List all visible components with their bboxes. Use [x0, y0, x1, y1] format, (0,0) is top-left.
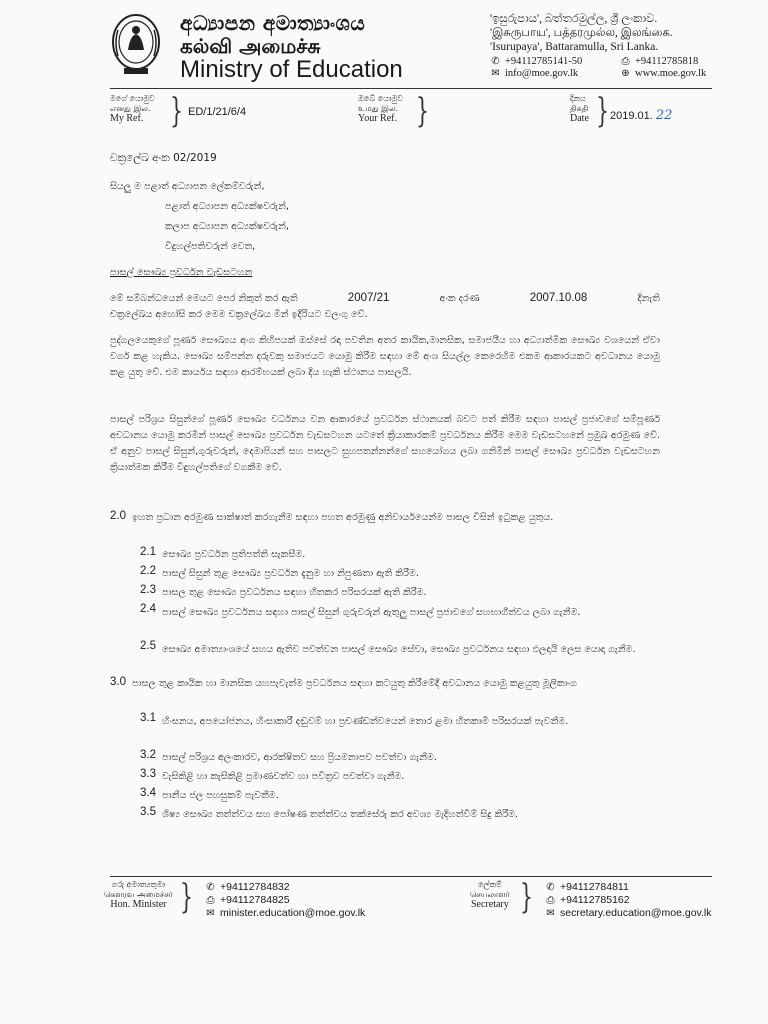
fax-icon: ⎙: [621, 56, 630, 67]
ministry-name-sinhala: අධ්‍යාපන අමාත්‍යාංශය: [180, 11, 366, 35]
fax-icon: ⎙: [206, 895, 215, 906]
my-ref-brace: }: [170, 91, 183, 131]
section-2-intro: ඉහත ප්‍රධාන අරමුණ සාක්ෂාත් කරගැනීම සඳහා පහත අරමුණු අනිවාර්යයෙන්ම පාසල විසින් ඉටුකළ යුතුය.: [132, 512, 554, 523]
header-email[interactable]: ✉ info@moe.gov.lk: [491, 68, 579, 79]
minister-label: ගරු අමාත්‍යතුමා கௌரவ அமைச்சர் Hon. Minister: [104, 880, 173, 910]
minister-brace: }: [180, 877, 193, 917]
secretary-label: ලේකම් செயலாளர் Secretary: [470, 880, 510, 910]
phone-icon: ✆: [546, 882, 555, 893]
my-ref-label: මගේ යොමුව எனது இல. My Ref.: [110, 94, 155, 124]
emblem-icon: [110, 12, 162, 78]
section-2-list: [140, 546, 660, 677]
addressee-2: පළාත් අධ්‍යාපන අධ්‍යක්ෂවරුන්,: [165, 201, 289, 212]
list-item: 3.4 පානීය ජල පහසුකම් පැවතීම.: [140, 787, 279, 801]
email-icon: ✉: [546, 908, 555, 919]
globe-icon: ⊕: [621, 68, 630, 79]
circular-number: චක්‍රලේඛ අංක 02/2019: [110, 152, 217, 164]
section-3-intro: පාසල තුළ කායික හා මානසික යහපැවැත්ම ප්‍රවර්ධනය සඳහා කටයුතු කිරීමේදී අවධානය යොමු කළයුතු මූලිකාංග: [132, 678, 578, 689]
date-label: දිනය திகதி Date: [570, 94, 589, 124]
your-ref-label: ඔබේ යොමුව உமது இல. Your Ref.: [358, 94, 403, 124]
list-item: 2.3 පාසල තුළ සෞඛ්‍ය ප්‍රවර්ධනය සඳහා හිතකර පරිසරයක් ඇති කිරීම.: [140, 584, 427, 598]
list-item: 3.5 ශිෂ්‍ය සෞඛ්‍ය තත්ත්වය සහ පෝෂණ තත්ත්වය තක්සේරු කර අවශ්‍ය මැදිහත්වීම් සිදු කිරීම.: [140, 806, 519, 820]
phone-icon: ✆: [206, 882, 215, 893]
subject-heading: පාසල් සෞඛ්‍ය ප්‍රවර්ධන වැඩසටහන: [110, 267, 253, 278]
paragraph-2: පුද්ගලයෙකුගේ පූර්ණ සෞඛ්‍යය අංග කිහිපයක් ඔස්සේ රඳා පවතින අතර කායික,මානසික, සමාජයීය හා අධ්‍යාත්මික සෞඛ්‍ය වශයෙන් ඒවා වර්ග කළ හැකිය. සෞඛ්‍ය සම්පන්න දරුවකු සමාජයට යොමු කිරීම සඳහා මේ අංශ සියල්ල කෙරෙහිම එකම ආකාරයකට අවධානය යොමු කළ යුතු වේ. එම කාර්යය සඳහා ආරම්භයක් ලබා දිය හැකි ස්ථානය පාසලයි.: [110, 335, 660, 378]
date-handwritten-day: 22: [655, 108, 673, 123]
header-phone: ✆ +94112785141-50: [491, 56, 583, 67]
phone-icon: ✆: [491, 56, 500, 67]
section-2: [110, 510, 660, 526]
addressee-3: කලාප අධ්‍යාපන අධ්‍යක්ෂවරුන්,: [165, 221, 289, 232]
header-fax: ⎙ +94112785818: [621, 56, 699, 67]
section-3-list: [140, 712, 660, 825]
addressee-4: විදුහල්පතිවරුන් වෙත,: [165, 241, 256, 252]
address-sinhala: 'ඉසුරුපාය', බත්තරමුල්ල, ශ්‍රී ලංකාව.: [490, 13, 658, 25]
email-icon: ✉: [491, 68, 500, 79]
your-ref-brace: }: [416, 91, 429, 131]
list-item: 3.2 පාසල් පරිශ්‍රය අලංකාරව, ආරක්ෂිතව සහ ප්‍රියමනාපව පවත්වා ගැනීම.: [140, 749, 437, 763]
ministry-name-tamil: கல்வி அமைச்சு: [180, 34, 321, 58]
paragraph-3: පාසල් පරිශ්‍රය සිසුන්ගේ පූර්ණ සෞඛ්‍ය වර්ධනය වන ආකාරයේ ප්‍රවර්ධන ස්ථානයක් බවට පත් කිරීම සඳහා පාසල් ප්‍රජාවගේ සම්පූර්ණ අවධානය යොමු කරමින් පාසල් සෞඛ්‍ය ප්‍රවර්ධන වැඩසටහන යටතේ ක්‍රියාකාරකම් ප්‍රවර්ධනය කිරීම මෙම වැඩසටහනේ ප්‍රමුඛ අරමුණ වේ. ඒ අනුව පාසල් සිසුන්,ගුරුවරුන්, දෙමාපියන් සහ පාසලට සුහපතන්නන්ගේ සහයෝගය ලබා ගනිමින් පාසල් සෞඛ්‍ය ප්‍රවර්ධන වැඩසටහන ක්‍රියාත්මක කිරීම විදුහල්පතිගේ වගකීම වේ.: [110, 414, 660, 473]
email-icon: ✉: [206, 908, 215, 919]
secretary-email[interactable]: secretary.education@moe.gov.lk: [560, 907, 712, 919]
date-value: 2019.01. 22: [610, 108, 673, 123]
header-divider: [110, 88, 712, 89]
section-3: [110, 676, 660, 692]
minister-contacts: ✆ +94112784832 ⎙ +94112784825 ✉ minister.education@moe.gov.lk: [206, 881, 366, 919]
list-item: 2.4 පාසල් සෞඛ්‍ය ප්‍රවර්ධනය සඳහා පාසල් සිසුන් ගුරුවරුන් ඇතුලු පාසල් ප්‍රජාවගේ සහභාගීත්වය ලබා ගැනීම.: [140, 603, 581, 618]
minister-email[interactable]: minister.education@moe.gov.lk: [220, 907, 366, 919]
list-item: 3.1 හිංසනය, අපයෝජනය, හිංසාකාරී දඬුවම් හා ප්‍රචණ්ඩත්වයෙන් තොර ළමා හිතකාමී පරිසරයක් පැවතීම.: [140, 712, 569, 727]
my-ref-value: ED/1/21/6/4: [188, 106, 247, 118]
secretary-brace: }: [520, 877, 533, 917]
address-tamil: 'இசுருபாய', பத்தரமுல்ல, இலங்கை.: [490, 27, 673, 39]
list-item: 2.2 පාසල් සිසුන් තුළ සෞඛ්‍ය ප්‍රවර්ධන දැනුම හා නිපුණතා ඇති කිරීම.: [140, 565, 419, 579]
section-3-number: 3.0: [110, 676, 126, 688]
section-2-number: 2.0: [110, 510, 126, 522]
list-item: 3.3 වැසිකිළි හා කැසිකිළි ප්‍රමාණවත්ව හා පවිත්‍රව පවත්වා ගැනීම.: [140, 768, 405, 782]
addressee-1: සියලු ම පළාත් අධ්‍යාපන ලේකම්වරුන්,: [110, 181, 265, 192]
list-item: 2.5 සෞඛ්‍ය අමාත්‍යාංශයේ සහය ඇතිව පවත්වන පාසල් සෞඛ්‍ය සේවා, සෞඛ්‍ය ප්‍රවර්ධනය සඳහා ඵලදායි ලෙස යොදා ගැනීම.: [140, 640, 636, 655]
footer-divider: [110, 876, 712, 877]
header-website[interactable]: ⊕ www.moe.gov.lk: [621, 68, 707, 79]
date-brace: }: [596, 91, 609, 131]
address-english: 'Isurupaya', Battaramulla, Sri Lanka.: [490, 41, 659, 53]
paragraph-1: මේ සම්බන්ධයෙන් මෙයට පෙර නිකුත් කර ඇති 2007/21 අංක දරණ 2007.10.08 දිනැති චක්‍රලේඛය අහෝසි කර මෙම චක්‍රලේඛය මින් ඉදිරියට වලංගු වේ.: [110, 292, 660, 320]
ministry-name-english: Ministry of Education: [180, 56, 403, 83]
secretary-contacts: ✆ +94112784811 ⎙ +94112785162 ✉ secretary.education@moe.gov.lk: [546, 881, 712, 919]
fax-icon: ⎙: [546, 895, 555, 906]
list-item: 2.1 සෞඛ්‍ය ප්‍රවර්ධන ප්‍රතිපත්ති සැකසීම.: [140, 546, 306, 560]
